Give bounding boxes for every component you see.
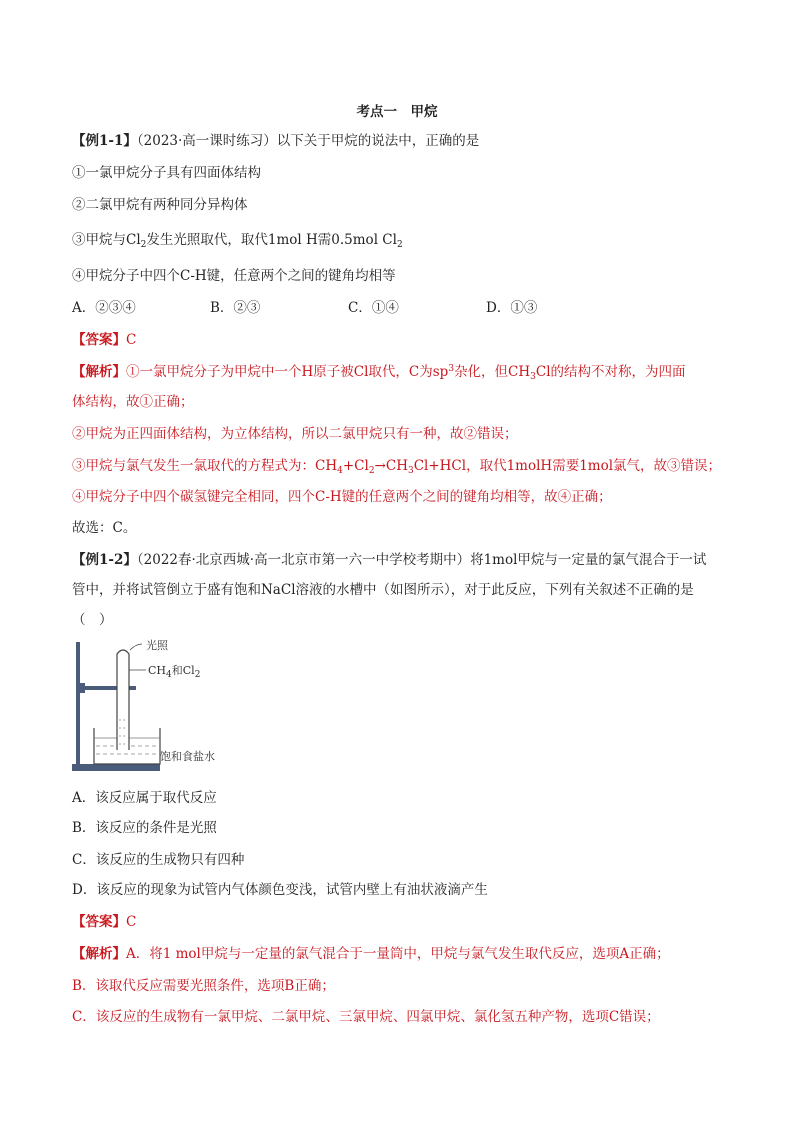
ex2-answer bbox=[72, 912, 136, 932]
sub-4: 4 bbox=[166, 670, 172, 680]
sub-4: 4 bbox=[337, 466, 343, 476]
a3-part-c: →CH bbox=[374, 458, 408, 474]
ex1-statement-3 bbox=[72, 230, 403, 250]
ex1-statement-1: ①一氯甲烷分子具有四面体结构 bbox=[72, 165, 261, 181]
ex1-analysis-2: ②甲烷为正四面体结构，为立体结构，所以二氯甲烷只有一种，故②错误； bbox=[72, 426, 518, 442]
ex1-source: （2023·高一课时练习） bbox=[136, 133, 277, 149]
sub-2: 2 bbox=[396, 240, 403, 250]
ex1-analysis-1-cont: 体结构，故①正确； bbox=[72, 394, 194, 410]
ex1-conclusion: 故选：C。 bbox=[72, 520, 137, 536]
ex2-option-c: C．该反应的生成物只有四种 bbox=[72, 852, 245, 868]
sub-2: 2 bbox=[194, 670, 201, 680]
label-saltwater: 饱和食盐水 bbox=[160, 750, 215, 763]
ex1-tag: 【例1-1】 bbox=[72, 133, 137, 149]
s3-part-a: ③甲烷与Cl bbox=[72, 232, 141, 248]
analysis-tag: 【解析】 bbox=[72, 946, 126, 962]
ex1-option-b: B．②③ bbox=[210, 300, 261, 316]
ex1-analysis-3 bbox=[72, 456, 721, 476]
ex1-statement-4: ④甲烷分子中四个C-H键，任意两个之间的键角均相等 bbox=[72, 268, 396, 284]
ex2-analysis-text-1: A．将1 mol甲烷与一定量的氯气混合于一量筒中，甲烷与氯气发生取代反应，选项A正确； bbox=[126, 946, 670, 962]
answer-tag: 【答案】 bbox=[72, 914, 126, 930]
ex2-analysis-3: C．该反应的生成物有一氯甲烷、二氯甲烷、三氯甲烷、四氯甲烷、氯化氢五种产物，选项C错误； bbox=[72, 1009, 660, 1025]
sup-3: 3 bbox=[448, 364, 455, 374]
ex2-tag: 【例1-2】 bbox=[72, 552, 137, 568]
section-title: 考点一 甲烷 bbox=[356, 104, 438, 120]
ex2-analysis-2: B．该取代反应需要光照条件，选项B正确； bbox=[72, 978, 335, 994]
ex1-option-a: A．②③④ bbox=[72, 300, 136, 316]
a1-part-b: 杂化，但CH bbox=[454, 364, 531, 380]
sub-2: 2 bbox=[140, 240, 147, 250]
ex1-analysis-4: ④甲烷分子中四个碳氢键完全相同，四个C-H键的任意两个之间的键角均相等，故④正确； bbox=[72, 489, 612, 505]
apparatus-figure bbox=[72, 640, 262, 780]
ex2-option-a: A．该反应属于取代反应 bbox=[72, 790, 217, 806]
test-tube bbox=[117, 650, 129, 750]
a3-part-b: +Cl bbox=[342, 458, 369, 474]
a3-part-a: ③甲烷与氯气发生一氯取代的方程式为：CH bbox=[72, 458, 338, 474]
answer-value: C bbox=[126, 332, 137, 348]
a1-part-c: Cl的结构不对称，为四面 bbox=[535, 364, 686, 380]
ex2-question-1 bbox=[72, 550, 706, 570]
a3-part-d: Cl+HCl，取代1molH需要1mol氯气，故③错误； bbox=[413, 458, 722, 474]
ex1-analysis-1 bbox=[72, 362, 686, 382]
answer-tag: 【答案】 bbox=[72, 332, 126, 348]
analysis-tag: 【解析】 bbox=[72, 364, 126, 380]
ex2-question-2: 管中，并将试管倒立于盛有饱和NaCl溶液的水槽中（如图所示），对于此反应，下列有关叙述不正确的是 bbox=[72, 582, 694, 598]
a1-part-a: ①一氯甲烷分子为甲烷中一个H原子被Cl取代，C为sp bbox=[126, 364, 449, 380]
ex1-option-c: C．①④ bbox=[348, 300, 399, 316]
gas-part-b: 和Cl bbox=[171, 664, 195, 677]
sub-3: 3 bbox=[530, 372, 536, 382]
ex2-analysis-1 bbox=[72, 944, 670, 964]
label-light: 光照 bbox=[146, 639, 168, 652]
clamp-boss bbox=[77, 683, 85, 693]
sub-2: 2 bbox=[368, 466, 375, 476]
ex2-option-d: D．该反应的现象为试管内气体颜色变浅，试管内壁上有油状液滴产生 bbox=[72, 882, 488, 898]
sub-3: 3 bbox=[407, 466, 414, 476]
ex1-question-text: 以下关于甲烷的说法中，正确的是 bbox=[276, 133, 480, 149]
ex1-question bbox=[72, 131, 479, 151]
ex1-answer bbox=[72, 330, 136, 350]
answer-value: C bbox=[126, 914, 137, 930]
s3-part-b: 发生光照取代，取代1mol H需0.5mol Cl bbox=[146, 232, 397, 248]
ex2-question-text-1: （2022春·北京西城·高一北京市第一六一中学校考期中）将1mol甲烷与一定量的氯气混合于一试 bbox=[136, 552, 707, 568]
label-gas bbox=[148, 662, 200, 678]
ex2-question-3: （ ） bbox=[72, 612, 113, 628]
gas-part-a: CH bbox=[148, 664, 167, 677]
ex1-statement-2: ②二氯甲烷有两种同分异构体 bbox=[72, 197, 248, 213]
ex1-option-d: D．①③ bbox=[486, 300, 538, 316]
ex2-option-b: B．该反应的条件是光照 bbox=[72, 820, 217, 836]
stand-base bbox=[72, 764, 160, 771]
stand-pole bbox=[76, 642, 80, 766]
